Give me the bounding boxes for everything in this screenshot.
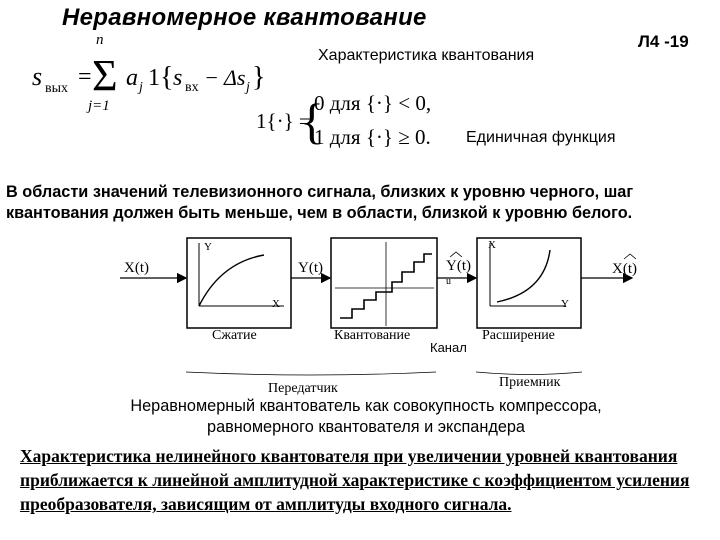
unit-function-lhs: 1{·} = [256,109,311,133]
output-hat-mark [624,254,636,259]
quantization-formula [28,30,268,114]
input-signal-label: X(t) [124,260,149,276]
compression-curve [199,255,264,306]
transmitter-label: Передатчик [268,381,338,396]
compressor-block [187,238,291,328]
expander-caption: Расширение [482,328,555,343]
unit-function-case-1: 0 для {·} < 0, [314,91,432,115]
compressor-caption: Сжатие [212,328,257,343]
received-signal-sub: u [446,276,451,287]
output-signal-label: X(t) [612,261,637,277]
formula-equals: = [78,64,92,90]
formula-sum-lower: j=1 [88,98,110,114]
receiver-label: Приемник [499,375,561,390]
received-signal-label: Y(t) [446,258,471,274]
expansion-curve [497,250,550,302]
expander-x-label: Y [561,298,569,310]
unit-function-formula [254,84,454,156]
expander-y-label: X [488,239,496,251]
hat-mark [450,252,462,257]
formula-unit: 1 [148,65,160,91]
channel-label: Канал [430,340,467,355]
diagram-caption: Неравномерный квантователь как совокупность компрессора, равномерного квантователя и экспандера [130,397,602,436]
transmitter-bracket [186,372,436,375]
expander-block [477,238,581,328]
quantizer-block [331,238,437,328]
unit-function-label: Единичная функция [466,129,616,146]
formula-term-a-sub: j [139,80,143,95]
formula-inner: s [173,65,183,91]
slide-title: Неравномерное квантование [62,4,427,31]
formula-sigma: Σ [92,51,118,100]
slide-number: Л4 -19 [638,32,689,51]
formula-lhs-sub: вых [45,81,69,96]
conclusion-text: Характеристика нелинейного квантователя при увеличении уровней квантования приближается к линейной амплитудной характеристике с коэффициентом усиления преобразователя, зависящим от амплитуды входного сигнала. [20,446,690,514]
quantizer-caption: Квантование [334,328,411,343]
formula-term-a: a [126,65,138,91]
compressed-signal-label: Y(t) [298,260,323,276]
formula-inner-sub: вх [185,80,199,95]
compressor-y-label: Y [204,241,212,253]
formula-delta-sub: j [246,80,250,95]
formula-brace-open: { [160,62,174,93]
formula-lhs: s [32,62,43,91]
unit-function-case-2: 1 для {·} ≥ 0. [314,125,431,149]
formula-delta: − Δs [204,65,246,90]
formula-brace-close: } [252,62,266,93]
quantizer-block-diagram [0,226,720,396]
compressor-x-label: X [272,298,280,310]
intro-text: В области значений телевизионного сигнала, близких к уровню черного, шаг квантования должен быть меньше, чем в области, близкой к уровню белого. [6,183,634,222]
unit-function-brace: { [300,93,324,149]
formula-sum-upper: n [96,32,104,48]
quantization-characteristic-label: Характеристика квантования [318,47,535,64]
